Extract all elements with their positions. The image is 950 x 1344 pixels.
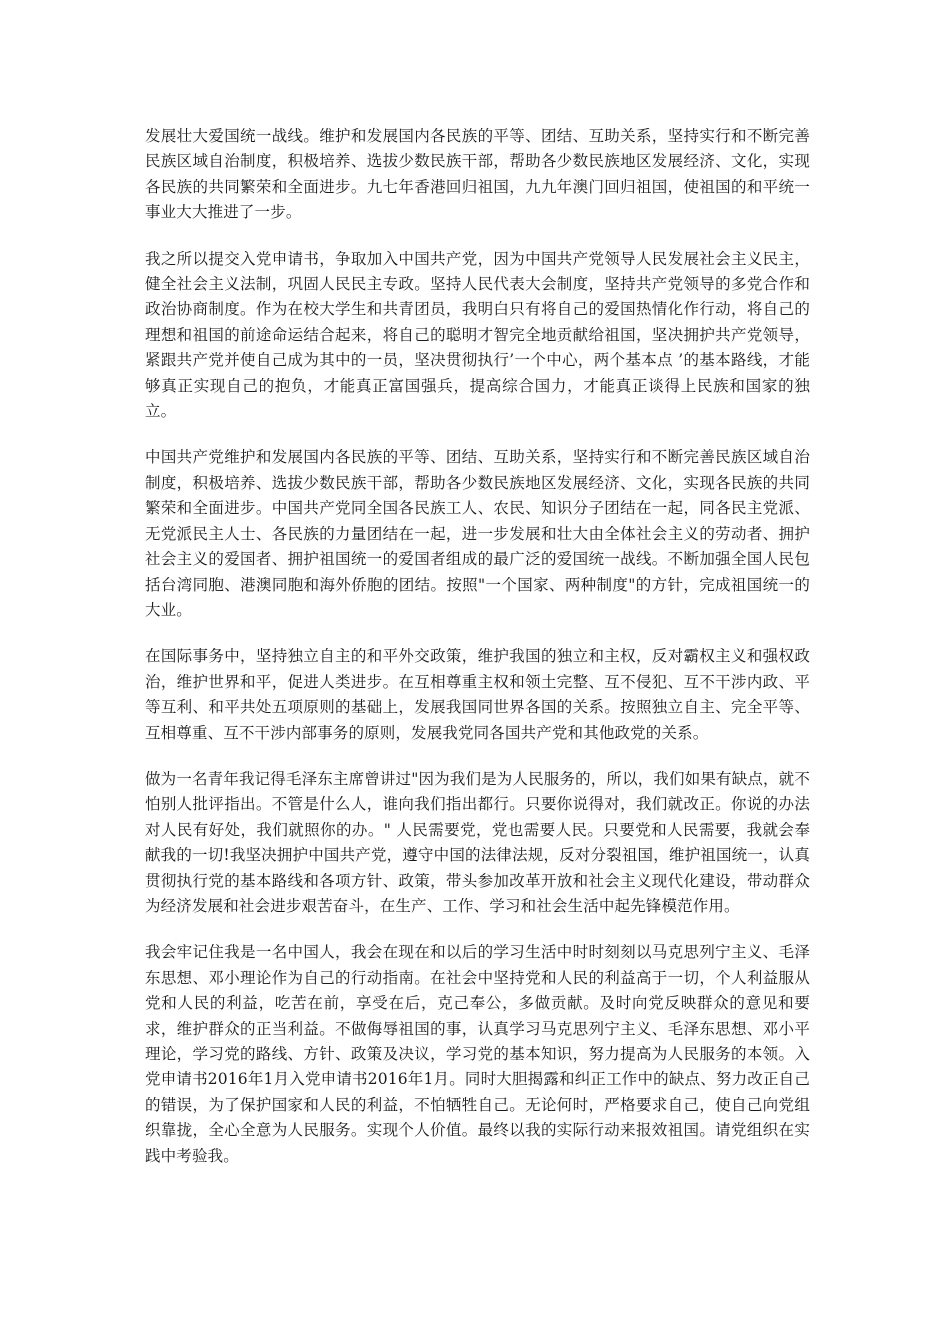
paragraph-1: 发展壮大爱国统一战线。维护和发展国内各民族的平等、团结、互助关系，坚持实行和不断完善民族区域自治制度，积极培养、选拔少数民族干部，帮助各少数民族地区发展经济、文化，实现各民族的共同繁荣和全面进步。九七年香港回归祖国，九九年澳门回归祖国，使祖国的和平统一事业大大推进了一步。 bbox=[145, 127, 810, 222]
paragraph-4: 在国际事务中，坚持独立自主的和平外交政策，维护我国的独立和主权，反对霸权主义和强权政治，维护世界和平，促进人类进步。在互相尊重主权和领土完整、互不侵犯、互不干涉内政、平等互利、和平共处五项原则的基础上，发展我国同世界各国的关系。按照独立自主、完全平等、互相尊重、互不干涉内部事务的原则，发展我党同各国共产党和其他政党的关系。 bbox=[145, 647, 810, 742]
paragraph-5: 做为一名青年我记得毛泽东主席曾讲过"因为我们是为人民服务的，所以，我们如果有缺点，就不怕别人批评指出。不管是什么人，谁向我们指出都行。只要你说得对，我们就改正。你说的办法对人民有好处，我们就照你的办。" 人民需要党，党也需要人民。只要党和人民需要，我就会奉献我的一切!我坚决拥护中国共产党，遵守中国的法律法规，反对分裂祖国，维护祖国统一，认真贯彻执行党的基本路线和各项方针、政策，带头参加改革开放和社会主义现代化建设，带动群众为经济发展和社会进步艰苦奋斗，在生产、工作、学习和社会生活中起先锋模范作用。 bbox=[145, 769, 810, 915]
paragraph-6: 我会牢记住我是一名中国人，我会在现在和以后的学习生活中时时刻刻以马克思列宁主义、毛泽东思想、邓小理论作为自己的行动指南。在社会中坚持党和人民的利益高于一切，个人利益服从党和人民的利益，吃苦在前，享受在后，克己奉公，多做贡献。及时向党反映群众的意见和要求，维护群众的正当利益。不做侮辱祖国的事，认真学习马克思列宁主义、毛泽东思想、邓小平理论，学习党的路线、方针、政策及决议，学习党的基本知识，努力提高为人民服务的本领。入党申请书2016年1月入党申请书2016年1月。同时大胆揭露和纠正工作中的缺点、努力改正自己的错误，为了保护国家和人民的利益，不怕牺牲自己。无论何时，严格要求自己，使自己向党组织靠拢，全心全意为人民服务。实现个人价值。最终以我的实际行动来报效祖国。请党组织在实践中考验我。 bbox=[145, 943, 810, 1165]
paragraph-3: 中国共产党维护和发展国内各民族的平等、团结、互助关系，坚持实行和不断完善民族区域自治制度，积极培养、选拔少数民族干部，帮助各少数民族地区发展经济、文化，实现各民族的共同繁荣和全面进步。中国共产党同全国各民族工人、农民、知识分子团结在一起，同各民主党派、无党派民主人士、各民族的力量团结在一起，进一步发展和壮大由全体社会主义的劳动者、拥护社会主义的爱国者、拥护祖国统一的爱国者组成的最广泛的爱国统一战线。不断加强全国人民包括台湾同胞、港澳同胞和海外侨胞的团结。按照"一个国家、两种制度"的方针，完成祖国统一的大业。 bbox=[145, 448, 810, 619]
document-body bbox=[145, 124, 810, 1190]
paragraph-2: 我之所以提交入党申请书，争取加入中国共产党，因为中国共产党领导人民发展社会主义民主，健全社会主义法制，巩固人民民主专政。坚持人民代表大会制度，坚持共产党领导的多党合作和政治协商制度。作为在校大学生和共青团员，我明白只有将自己的爱国热情化作行动，将自己的理想和祖国的前途命运结合起来，将自己的聪明才智完全地贡献给祖国，坚决拥护共产党领导，紧跟共产党并使自己成为其中的一员，坚决贯彻执行’一个中心，两个基本点 ’的基本路线，才能够真正实现自己的抱负，才能真正富国强兵，提高综合国力，才能真正谈得上民族和国家的独立。 bbox=[145, 249, 810, 421]
